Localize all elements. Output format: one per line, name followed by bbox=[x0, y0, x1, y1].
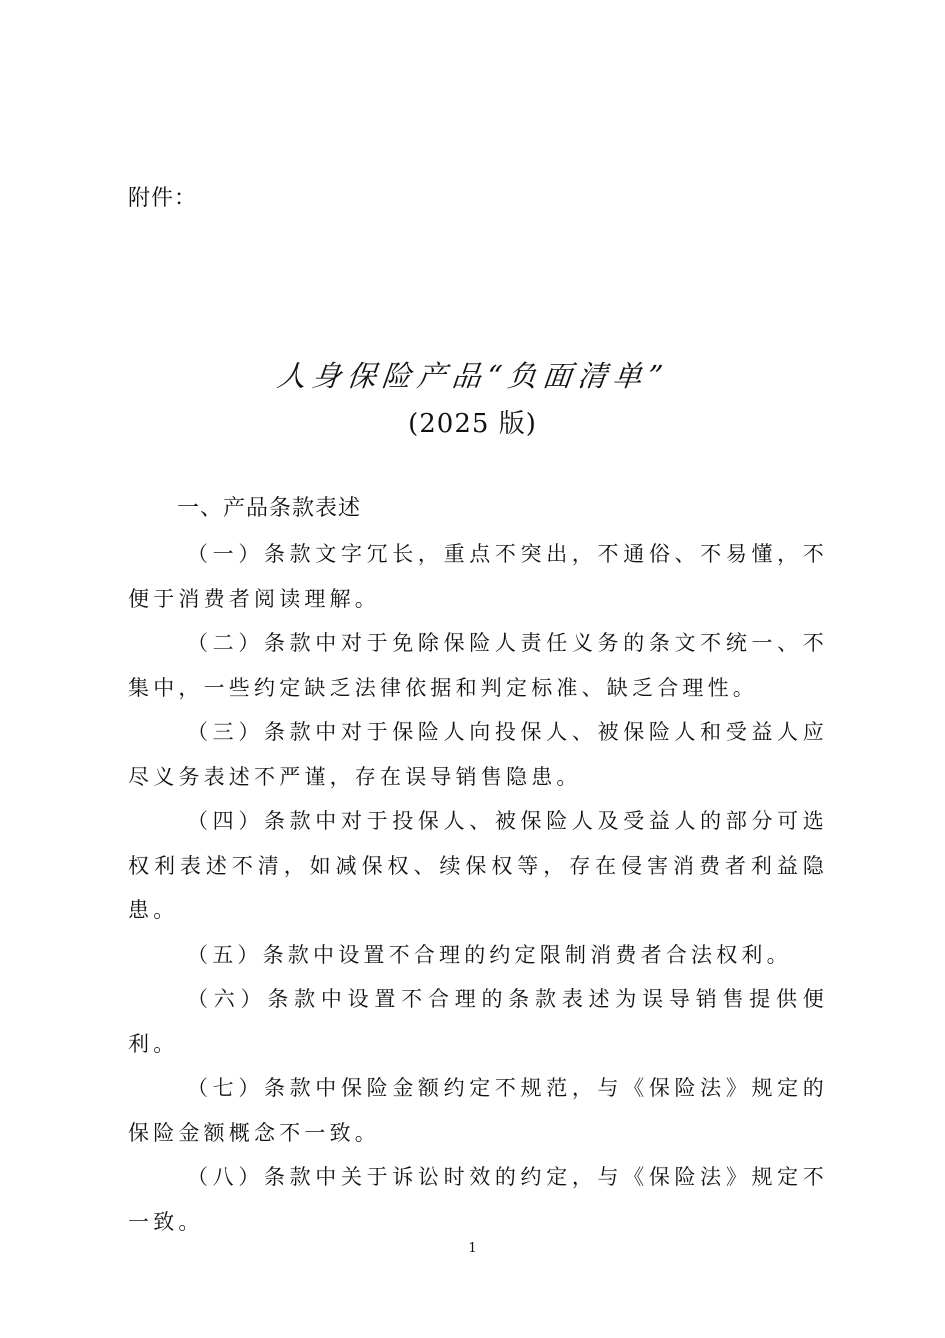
paragraph-3: （三）条款中对于保险人向投保人、被保险人和受益人应尽义务表述不严谨，存在误导销售隐患。 bbox=[128, 720, 828, 789]
paragraph-4: （四）条款中对于投保人、被保险人及受益人的部分可选权利表述不清，如减保权、续保权等，存在侵害消费者利益隐患。 bbox=[128, 809, 828, 922]
section-body bbox=[128, 532, 828, 1244]
title-block bbox=[0, 352, 945, 448]
page-number: 1 bbox=[468, 1241, 477, 1256]
paragraph-6: （六）条款中设置不合理的条款表述为误导销售提供便利。 bbox=[128, 987, 828, 1056]
document-title: 人身保险产品“负面清单” bbox=[274, 359, 671, 393]
paragraph-5: （五）条款中设置不合理的约定限制消费者合法权利。 bbox=[187, 942, 792, 967]
paragraph-7: （七）条款中保险金额约定不规范，与《保险法》规定的保险金额概念不一致。 bbox=[128, 1076, 828, 1145]
paragraph-8: （八）条款中关于诉讼时效的约定，与《保险法》规定不一致。 bbox=[128, 1165, 828, 1234]
section-heading: 一、产品条款表述 bbox=[177, 496, 362, 521]
attachment-label: 附件： bbox=[128, 186, 198, 211]
paragraph-1: （一）条款文字冗长，重点不突出，不通俗、不易懂，不便于消费者阅读理解。 bbox=[128, 542, 828, 611]
document-subtitle: (2025 版) bbox=[408, 409, 537, 439]
paragraph-2: （二）条款中对于免除保险人责任义务的条文不统一、不集中，一些约定缺乏法律依据和判定标准、缺乏合理性。 bbox=[128, 631, 828, 700]
